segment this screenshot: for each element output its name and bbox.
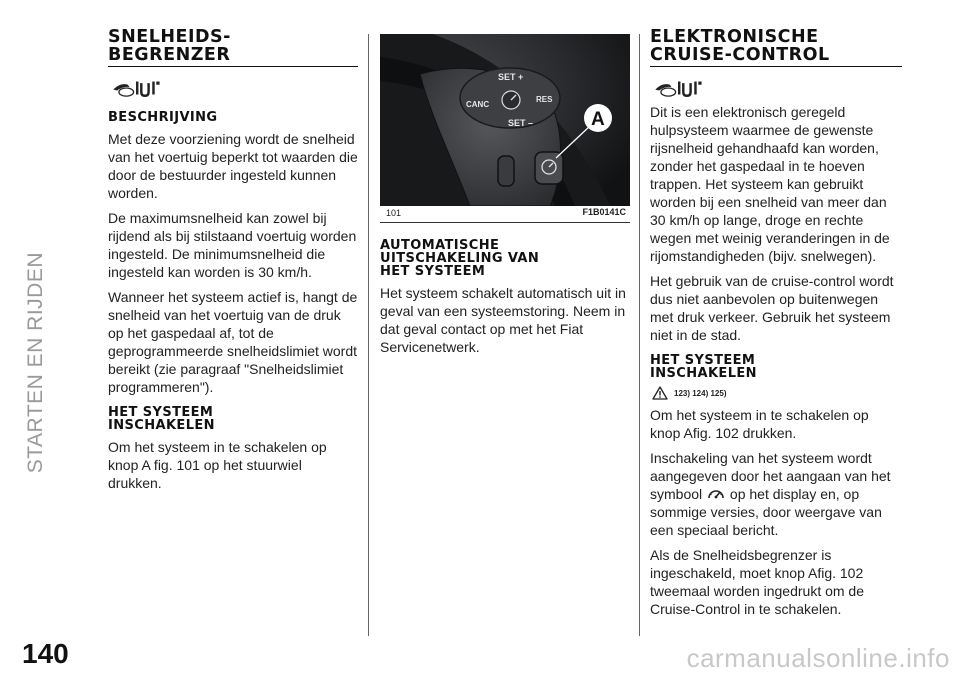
warning-references: 123) 124) 125) [652, 386, 902, 400]
res-button [536, 95, 553, 104]
subheading-description: BESCHRIJVING [108, 110, 218, 125]
watermark: carmanualsonline.info [686, 643, 950, 673]
car-badge-icon [110, 77, 358, 101]
paragraph: Om het systeem in te schakelen op knop A fig. 101 op het stuurwiel drukken. [108, 439, 327, 491]
subheading-enable-system: HET SYSTEEM INSCHAKELEN [650, 353, 757, 381]
paragraph: Het gebruik van de cruise-control wordt dus niet aanbevolen op buitenwegen met druk verkeer. Gebruik het systeem niet in de stad. [650, 273, 894, 343]
lower-left-button [498, 156, 514, 186]
cruise-control-symbol-icon [707, 486, 725, 502]
column-cruise-control [650, 28, 902, 625]
column-divider-2 [639, 34, 640, 636]
set-plus-button [498, 72, 523, 82]
sidebar-section-title: STARTEN EN RIJDEN [24, 252, 47, 474]
figure-code: F1B0141C [582, 207, 626, 217]
button-a-speed-limiter [535, 152, 563, 184]
paragraph: Het systeem schakelt automatisch uit in geval van een systeemstoring. Neem in dat geval contact op met het Fiat Servicenetwerk. [380, 285, 626, 355]
set-minus-button [508, 118, 533, 128]
section-title-speed-limiter: SNELHEIDS- BEGRENZER [108, 28, 358, 67]
paragraph: Dit is een elektronisch geregeld hulpsysteem waarmee de gewenste rijsnelheid gehandhaafd kan worden, zonder het gaspedaal in te hoeven trappen. Het systeem kan gebruikt worden bij een snelheid van meer dan 30 km/h op lange, droge en rechte wegen met weinig veranderingen in de rijomstandigheden (bijv. snelwegen). [650, 104, 890, 264]
svg-text:SET +: SET + [498, 72, 524, 82]
svg-text:RES: RES [536, 95, 553, 104]
steering-wheel-figure [380, 34, 630, 206]
column-divider-1 [368, 34, 369, 636]
paragraph: Met deze voorziening wordt de snelheid van het voertuig beperkt tot waarden die door de bestuurder ingesteld kunnen worden. [108, 131, 358, 201]
svg-text:CANC: CANC [466, 100, 490, 109]
speedometer-center-icon [502, 91, 520, 109]
paragraph: Om het systeem in te schakelen op knop Afig. 102 drukken. [650, 407, 869, 441]
canc-button [466, 100, 489, 109]
paragraph: Als de Snelheidsbegrenzer is ingeschakeld, moet knop Afig. 102 tweemaal worden ingedrukt om de Cruise-Control in te schakelen. [650, 547, 865, 617]
page-number: 140 [22, 638, 69, 669]
column-speed-limiter [108, 28, 358, 499]
column-auto-disable [380, 28, 630, 363]
subheading-auto-disable: AUTOMATISCHE UITSCHAKELING VAN HET SYSTEEM [380, 238, 540, 279]
figure-number: 101 [386, 208, 402, 218]
warning-triangle-icon [652, 386, 668, 400]
paragraph: Inschakeling van het systeem wordt aangegeven door het aangaan van het symbool op het display en, op sommige versies, door weergave van een speciaal bericht. [650, 450, 891, 538]
section-title-cruise-control: ELEKTRONISCHE CRUISE-CONTROL [650, 28, 902, 67]
figure-caption [380, 206, 630, 223]
svg-text:A: A [591, 109, 605, 130]
car-badge-icon [652, 77, 902, 101]
paragraph: De maximumsnelheid kan zowel bij rijdend als bij stilstaand voertuig worden ingesteld. De minimumsnelheid die ingesteld kan worden is 30 km/h. [108, 210, 357, 280]
paragraph: Wanneer het systeem actief is, hangt de snelheid van het voertuig van de druk op het gaspedaal af, tot de geprogrammeerde snelheidslimiet wordt bereikt (zie paragraaf "Snelheidslimiet programmeren"). [108, 289, 358, 395]
callout-a [584, 104, 612, 132]
svg-text:SET –: SET – [508, 118, 534, 128]
subheading-enable-system: HET SYSTEEM INSCHAKELEN [108, 405, 215, 433]
